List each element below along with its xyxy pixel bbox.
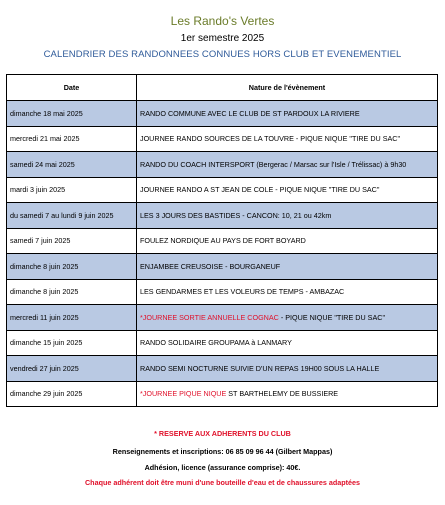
table-row <box>7 330 438 356</box>
event-date: du samedi 7 au lundi 9 juin 2025 <box>7 203 137 229</box>
event-text: ENJAMBEE CREUSOISE - BOURGANEUF <box>140 261 281 271</box>
event-date: dimanche 8 juin 2025 <box>7 254 137 280</box>
event-text: LES 3 JOURS DES BASTIDES - CANCON: 10, 21 ou 42km <box>140 210 332 220</box>
event-date: samedi 7 juin 2025 <box>7 228 137 254</box>
event-nature <box>137 203 438 229</box>
event-nature <box>137 101 438 127</box>
table-row <box>7 381 438 407</box>
table-row <box>7 305 438 331</box>
event-text: RANDO COMMUNE AVEC LE CLUB DE ST PARDOUX LA RIVIERE <box>140 108 360 118</box>
table-row <box>7 279 438 305</box>
event-date: mercredi 11 juin 2025 <box>7 305 137 331</box>
event-text: FOULEZ NORDIQUE AU PAYS DE FORT BOYARD <box>140 236 306 246</box>
event-date: mercredi 21 mai 2025 <box>7 126 137 152</box>
event-nature <box>137 177 438 203</box>
event-date: dimanche 8 juin 2025 <box>7 279 137 305</box>
table-row <box>7 356 438 382</box>
column-header-date: Date <box>7 75 137 101</box>
club-name: Les Rando's Vertes <box>170 14 275 28</box>
calendar-title: CALENDRIER DES RANDONNEES CONNUES HORS CLUB ET EVENEMENTIEL <box>43 49 402 60</box>
event-text: - PIQUE NIQUE "TIRE DU SAC" <box>278 312 385 322</box>
event-nature <box>137 228 438 254</box>
members-only-event-label: *JOURNEE SORTIE ANNUELLE COGNAC <box>140 312 279 322</box>
event-date: vendredi 27 juin 2025 <box>7 356 137 382</box>
event-text: RANDO SOLIDAIRE GROUPAMA à LANMARY <box>140 338 292 348</box>
equipment-note: Chaque adhérent doit être muni d'une bouteille d'eau et de chaussures adaptées <box>84 478 360 487</box>
event-text: JOURNEE RANDO SOURCES DE LA TOUVRE - PIQUE NIQUE "TIRE DU SAC" <box>140 134 401 144</box>
event-nature <box>137 152 438 178</box>
event-text: LES GENDARMES ET LES VOLEURS DE TEMPS - AMBAZAC <box>140 287 345 297</box>
event-nature <box>137 330 438 356</box>
event-nature <box>137 305 438 331</box>
members-only-event-label: *JOURNEE PIQUE NIQUE <box>140 389 227 399</box>
event-nature <box>137 279 438 305</box>
event-text: RANDO SEMI NOCTURNE SUIVIE D'UN REPAS 19H00 SOUS LA HALLE <box>140 363 380 373</box>
event-text: ST BARTHELEMY DE BUSSIERE <box>226 389 339 399</box>
semester: 1er semestre 2025 <box>180 33 265 44</box>
membership-fee: Adhésion, licence (assurance comprise): 40€. <box>144 463 301 472</box>
table-header-row <box>7 75 438 101</box>
contact-info: Renseignements et inscriptions: 06 85 09 96 44 (Gilbert Mappas) <box>112 447 333 456</box>
event-date: dimanche 18 mai 2025 <box>7 101 137 127</box>
table-row <box>7 254 438 280</box>
table-row <box>7 177 438 203</box>
event-nature <box>137 381 438 407</box>
event-nature <box>137 356 438 382</box>
table-row <box>7 126 438 152</box>
event-date: samedi 24 mai 2025 <box>7 152 137 178</box>
column-header-nature: Nature de l'évènement <box>137 75 438 101</box>
table-row <box>7 152 438 178</box>
events-table <box>6 74 438 407</box>
event-date: dimanche 15 juin 2025 <box>7 330 137 356</box>
event-date: dimanche 29 juin 2025 <box>7 381 137 407</box>
event-date: mardi 3 juin 2025 <box>7 177 137 203</box>
event-nature <box>137 254 438 280</box>
table-row <box>7 101 438 127</box>
event-text: RANDO DU COACH INTERSPORT (Bergerac / Marsac sur l'Isle / Trélissac) à 9h30 <box>140 159 407 169</box>
table-row <box>7 203 438 229</box>
table-row <box>7 228 438 254</box>
event-text: JOURNEE RANDO A ST JEAN DE COLE - PIQUE NIQUE "TIRE DU SAC" <box>140 185 380 195</box>
members-only-note: * RESERVE AUX ADHERENTS DU CLUB <box>154 429 291 438</box>
event-nature <box>137 126 438 152</box>
